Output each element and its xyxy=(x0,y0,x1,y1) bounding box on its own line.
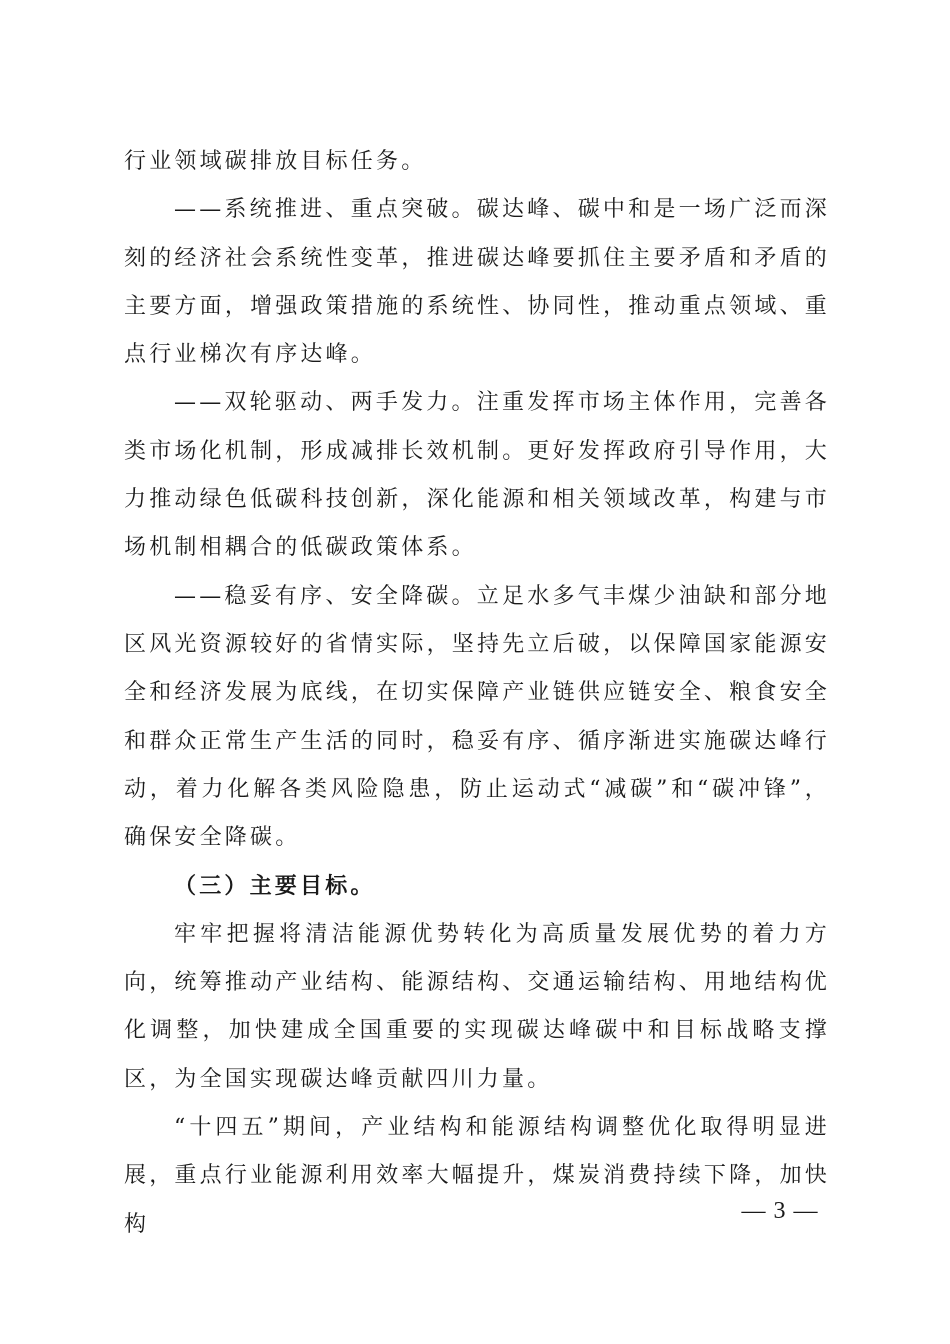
paragraph-principle-safe: ——稳妥有序、安全降碳。立足水多气丰煤少油缺和部分地区风光资源较好的省情实际，坚持先立后破，以保障国家能源安全和经济发展为底线，在切实保障产业链供应链安全、粮食安全和群众正常生产生活的同时，稳妥有序、循序渐进实施碳达峰行动，着力化解各类风险隐患，防止运动式“减碳”和“碳冲锋”，确保安全降碳。 xyxy=(124,583,830,851)
paragraph-continuation: 行业领域碳排放目标任务。 xyxy=(124,149,427,174)
body-text xyxy=(124,138,830,1249)
section-heading-main-goals: （三）主要目标。 xyxy=(174,873,376,900)
paragraph-main-goals: 牢牢把握将清洁能源优势转化为高质量发展优势的着力方向，统筹推动产业结构、能源结构、交通运输结构、用地结构优化调整，加快建成全国重要的实现碳达峰碳中和目标战略支撑区，为全国实现碳达峰贡献四川力量。 xyxy=(124,921,830,1092)
page-number: — 3 — xyxy=(741,1198,819,1224)
paragraph-principle-system: ——系统推进、重点突破。碳达峰、碳中和是一场广泛而深刻的经济社会系统性变革，推进碳达峰要抓住主要矛盾和矛盾的主要方面，增强政策措施的系统性、协同性，推动重点领域、重点行业梯次有序达峰。 xyxy=(124,197,830,368)
paragraph-principle-dual-drive: ——双轮驱动、两手发力。注重发挥市场主体作用，完善各类市场化机制，形成减排长效机制。更好发挥政府引导作用，大力推动绿色低碳科技创新，深化能源和相关领域改革，构建与市场机制相耦合的低碳政策体系。 xyxy=(124,390,830,561)
paragraph-14th-five-year: “十四五”期间，产业结构和能源结构调整优化取得明显进展，重点行业能源利用效率大幅提升，煤炭消费持续下降，加快构 xyxy=(124,1114,830,1237)
